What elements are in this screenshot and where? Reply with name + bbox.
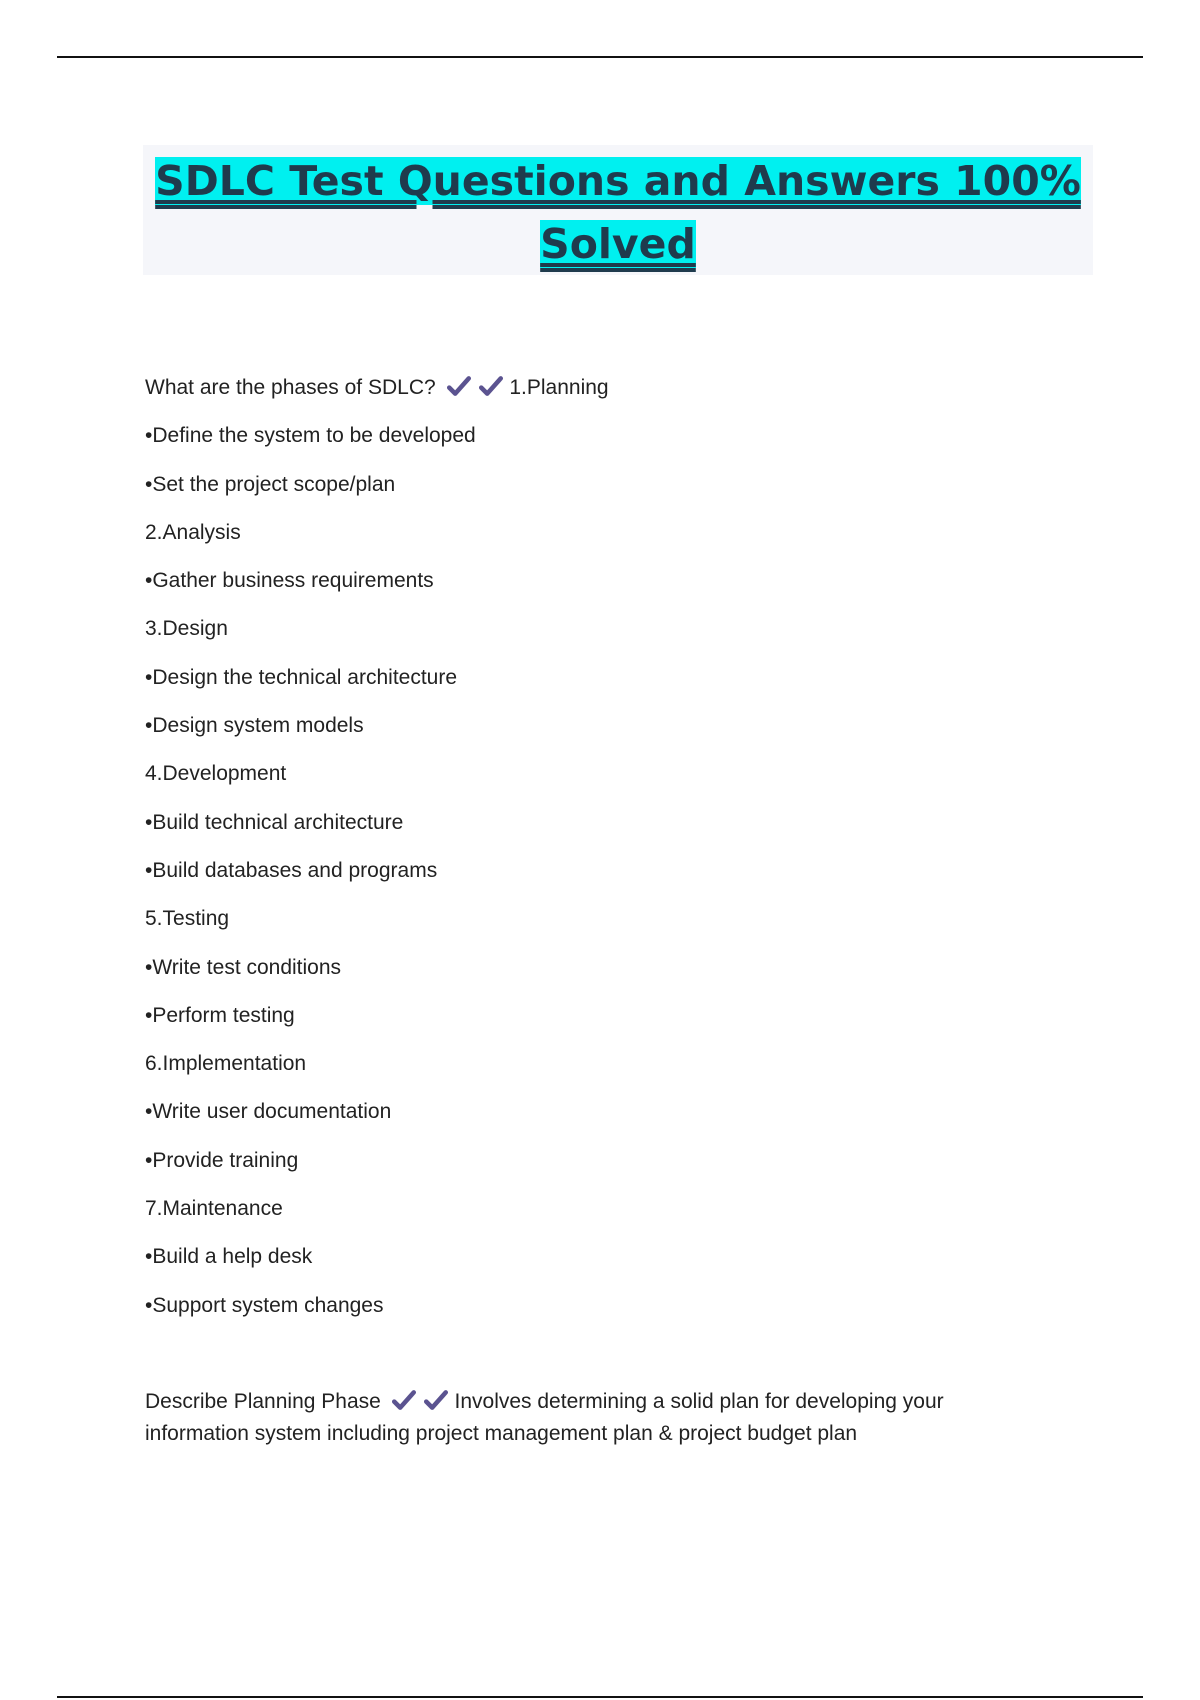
qa-question-line: [145, 372, 1025, 420]
answer-line: •Support system changes: [145, 1293, 384, 1317]
document-body: [145, 372, 1025, 1450]
header-rule: [57, 56, 1143, 58]
checkmark-icon: [478, 373, 504, 399]
qa-block-planning: [145, 1386, 1025, 1450]
answer-line: •Design the technical architecture: [145, 665, 458, 689]
answer-line: •Define the system to be developed: [145, 424, 476, 448]
answer-line: •Provide training: [145, 1148, 299, 1172]
answer-text: Involves determining a solid plan for developing your information system including project management plan & project budget plan: [145, 1389, 944, 1445]
answer-line: 7.Maintenance: [145, 1197, 283, 1221]
title-line-1: SDLC Test Questions and Answers 100%: [155, 157, 1081, 205]
answer-line: •Build technical architecture: [145, 810, 404, 834]
answer-line: 6.Implementation: [145, 1052, 307, 1076]
title-line-2: Solved: [540, 220, 696, 268]
question-text: What are the phases of SDLC?: [145, 376, 436, 399]
answer-first-line: 1.Planning: [509, 376, 609, 399]
checkmark-icon: [423, 1387, 449, 1413]
answer-line: 5.Testing: [145, 907, 230, 931]
answer-line: •Write test conditions: [145, 955, 342, 979]
footer-rule: [57, 1696, 1143, 1698]
checkmark-icon: [446, 373, 472, 399]
answer-line: •Build a help desk: [145, 1245, 313, 1269]
answer-line: •Build databases and programs: [145, 858, 438, 882]
answer-line: 3.Design: [145, 617, 228, 641]
checkmark-icon: [391, 1387, 417, 1413]
answer-line: •Gather business requirements: [145, 569, 434, 593]
question-text: Describe Planning Phase: [145, 1389, 381, 1413]
document-title: [143, 145, 1093, 276]
title-box: [143, 145, 1093, 275]
answer-line: 2.Analysis: [145, 520, 241, 544]
answer-line: •Set the project scope/plan: [145, 472, 396, 496]
answer-line: 4.Development: [145, 762, 287, 786]
answer-line: •Perform testing: [145, 1003, 295, 1027]
answer-line: •Design system models: [145, 714, 364, 738]
answer-line: •Write user documentation: [145, 1100, 392, 1124]
